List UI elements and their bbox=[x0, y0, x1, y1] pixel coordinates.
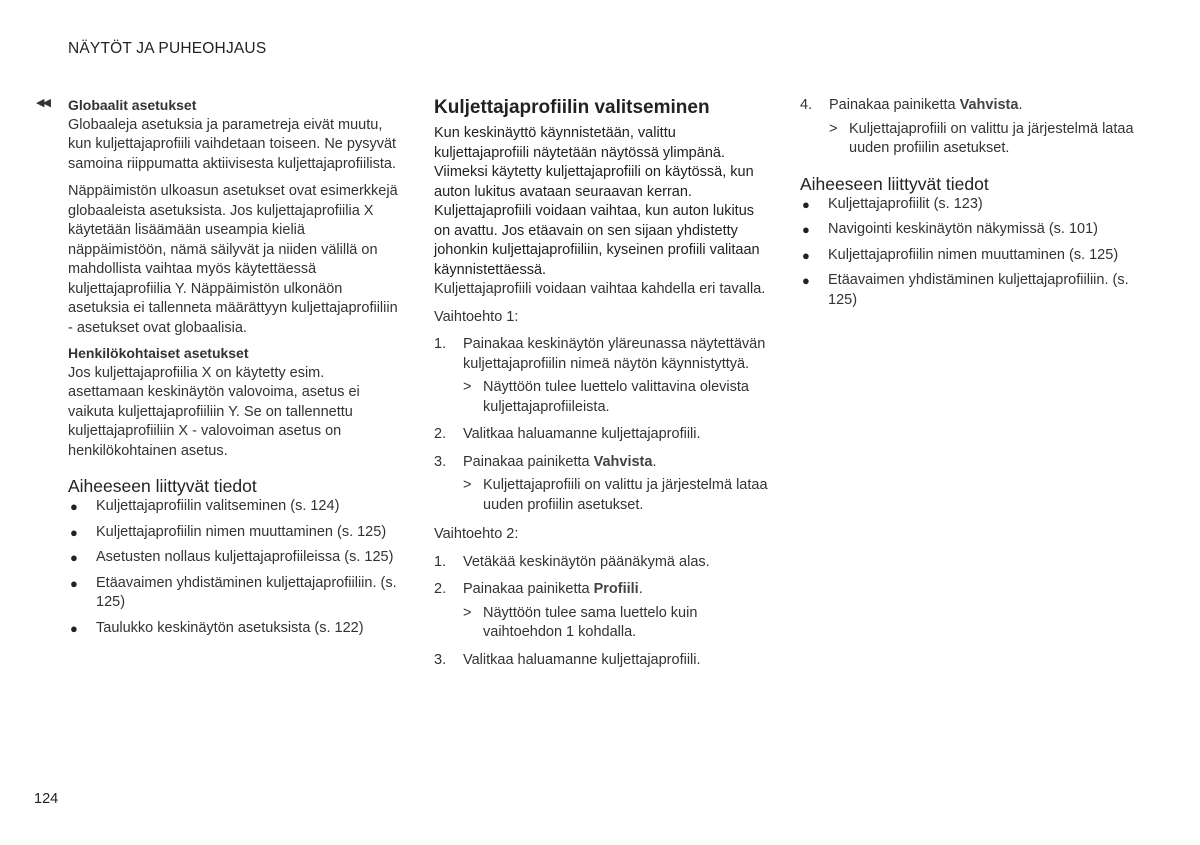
intro-paragraph: Kun keskinäyttö käynnistetään, valittu kuljettajaprofiili näytetään näytössä ylimpänä. Viimeksi käytetty kuljettajaprofiili on käytössä, kun auton lukitus avataan seuraavan kerran. Kuljettajaprofiili voidaan vaihtaa, kun auton lukitus on avattu. Jos etäavain on sen sijaan yhdistetty johonkin kuljettajaprofiiliin, kyseinen profiili valitaan käynnistettäessä. bbox=[434, 125, 760, 278]
column-right bbox=[800, 96, 1140, 316]
step-text-suffix: . bbox=[652, 453, 657, 470]
step-text-prefix: Painakaa painiketta bbox=[463, 453, 594, 470]
step-number: 1. bbox=[434, 553, 447, 570]
step-text: Painakaa keskinäytön yläreunassa näytettävän kuljettajaprofiilin nimeä näytön käynnistyttyä. bbox=[463, 336, 766, 372]
result-text: Näyttöön tulee luettelo valittavina olevista kuljettajaprofiileista. bbox=[483, 379, 749, 415]
result-arrow-icon: > bbox=[463, 604, 472, 621]
option-1-step-2 bbox=[434, 425, 770, 445]
step-number: 1. bbox=[434, 336, 447, 352]
related-link[interactable]: Navigointi keskinäytön näkymissä (s. 101) bbox=[828, 221, 1098, 237]
related-info-heading: Aiheeseen liittyvät tiedot bbox=[68, 476, 257, 496]
step-number: 3. bbox=[434, 453, 447, 470]
option-2-step-1 bbox=[434, 553, 770, 573]
list-item[interactable] bbox=[800, 271, 1140, 310]
option-2-step-2 bbox=[434, 580, 770, 600]
result-text: Näyttöön tulee sama luettelo kuin vaihtoehdon 1 kohdalla. bbox=[483, 604, 698, 640]
column-left bbox=[68, 96, 400, 644]
option-1-label: Vaihtoehto 1: bbox=[434, 308, 519, 325]
list-item[interactable] bbox=[68, 574, 400, 613]
option-2-step-4 bbox=[800, 96, 1140, 116]
list-item[interactable] bbox=[800, 195, 1140, 215]
bullet-icon: ● bbox=[70, 575, 78, 591]
personal-settings-heading: Henkilökohtaiset asetukset bbox=[68, 345, 249, 361]
list-item[interactable] bbox=[68, 523, 400, 543]
option-1-step-3 bbox=[434, 453, 770, 473]
result-arrow-icon: > bbox=[829, 120, 838, 137]
related-links-list bbox=[68, 497, 400, 638]
step-number: 3. bbox=[434, 651, 447, 668]
result-arrow-icon: > bbox=[463, 379, 472, 395]
list-item[interactable] bbox=[68, 548, 400, 568]
result-text: Kuljettajaprofiili on valittu ja järjestelmä lataa uuden profiilin asetukset. bbox=[849, 120, 1134, 156]
global-settings-paragraph-2: Näppäimistön ulkoasun asetukset ovat esimerkkejä globaaleista asetuksista. Jos kuljettajaprofiilia X käytetään lisäämään useampia kieliä näppäimistöön, nämä säilyvät ja niiden välillä on mahdollista vaihtaa myös käytettäessä kuljettajaprofiilia Y. Näppäimistön ulkonäön asetuksia ei tallenneta määrättyyn kuljettajaprofiiliin - asetukset ovat globaalisia. bbox=[68, 183, 398, 336]
related-link[interactable]: Kuljettajaprofiilin nimen muuttaminen (s. 125) bbox=[96, 523, 387, 540]
confirm-button-label: Vahvista bbox=[959, 97, 1019, 113]
bullet-icon: ● bbox=[802, 196, 810, 212]
bullet-icon: ● bbox=[802, 222, 810, 237]
step-text: Vetäkää keskinäytön päänäkymä alas. bbox=[463, 553, 710, 570]
page-header: NÄYTÖT JA PUHEOHJAUS bbox=[68, 40, 267, 57]
global-settings-heading: Globaalit asetukset bbox=[68, 97, 197, 113]
step-text-prefix: Painakaa painiketta bbox=[829, 97, 960, 113]
option-2-step-3 bbox=[434, 651, 770, 671]
confirm-button-label: Vahvista bbox=[593, 453, 653, 470]
option-2-step-2-result bbox=[434, 604, 770, 643]
column-middle bbox=[434, 96, 770, 670]
list-item[interactable] bbox=[800, 246, 1140, 266]
option-1-step-1-result bbox=[434, 378, 770, 417]
step-text-suffix: . bbox=[1018, 97, 1023, 113]
related-info-heading: Aiheeseen liittyvät tiedot bbox=[800, 173, 989, 194]
bullet-icon: ● bbox=[802, 247, 810, 263]
related-link[interactable]: Kuljettajaprofiilin nimen muuttaminen (s. 125) bbox=[828, 246, 1119, 263]
option-2-step-4-result bbox=[800, 120, 1140, 159]
related-links-list bbox=[800, 195, 1140, 311]
bullet-icon: ● bbox=[802, 273, 810, 288]
option-2-label: Vaihtoehto 2: bbox=[434, 526, 519, 542]
step-number: 2. bbox=[434, 581, 447, 597]
step-text-suffix: . bbox=[638, 581, 643, 597]
related-link[interactable]: Etäavaimen yhdistäminen kuljettajaprofiiliin. (s. 125) bbox=[96, 574, 397, 610]
step-text-prefix: Painakaa painiketta bbox=[463, 581, 594, 597]
step-number: 2. bbox=[434, 426, 447, 442]
result-arrow-icon: > bbox=[463, 477, 472, 493]
profile-button-label: Profiili bbox=[593, 581, 639, 597]
result-text: Kuljettajaprofiili on valittu ja järjestelmä lataa uuden profiilin asetukset. bbox=[483, 477, 768, 513]
options-paragraph: Kuljettajaprofiili voidaan vaihtaa kahdella eri tavalla. bbox=[434, 281, 766, 297]
list-item[interactable] bbox=[68, 619, 400, 639]
step-text: Valitkaa haluamanne kuljettajaprofiili. bbox=[463, 651, 701, 668]
section-title: Kuljettajaprofiilin valitseminen bbox=[434, 97, 710, 118]
option-1-step-1 bbox=[434, 335, 770, 374]
continued-from-previous-icon: ◀◀ bbox=[36, 97, 49, 109]
page-number: 124 bbox=[34, 791, 59, 807]
list-item[interactable] bbox=[68, 497, 400, 517]
global-settings-paragraph-1: Globaaleja asetuksia ja parametreja eivät muutu, kun kuljettajaprofiili vaihdetaan toiseen. Ne pysyvät samoina riippumatta aktiivisesta kuljettajaprofiilista. bbox=[68, 116, 397, 172]
bullet-icon: ● bbox=[70, 524, 78, 540]
related-link[interactable]: Kuljettajaprofiilin valitseminen (s. 124) bbox=[96, 498, 340, 514]
related-link[interactable]: Asetusten nollaus kuljettajaprofiileissa (s. 125) bbox=[96, 549, 394, 565]
personal-settings-paragraph: Jos kuljettajaprofiilia X on käytetty esim. asettamaan keskinäytön valovoima, asetus ei vaikuta kuljettajaprofiiliin Y. Se on tallennettu kuljettajaprofiiliin X - valovoiman asetus on henkilökohtainen asetus. bbox=[68, 364, 360, 459]
bullet-icon: ● bbox=[70, 550, 78, 565]
step-number: 4. bbox=[800, 97, 813, 113]
bullet-icon: ● bbox=[70, 620, 78, 636]
list-item[interactable] bbox=[800, 220, 1140, 240]
related-link[interactable]: Etäavaimen yhdistäminen kuljettajaprofiiliin. (s. 125) bbox=[828, 272, 1129, 308]
step-text: Valitkaa haluamanne kuljettajaprofiili. bbox=[463, 426, 701, 442]
option-1-step-3-result bbox=[434, 476, 770, 515]
related-link[interactable]: Taulukko keskinäytön asetuksista (s. 122) bbox=[96, 619, 364, 636]
related-link[interactable]: Kuljettajaprofiilit (s. 123) bbox=[828, 195, 983, 212]
bullet-icon: ● bbox=[70, 499, 78, 514]
